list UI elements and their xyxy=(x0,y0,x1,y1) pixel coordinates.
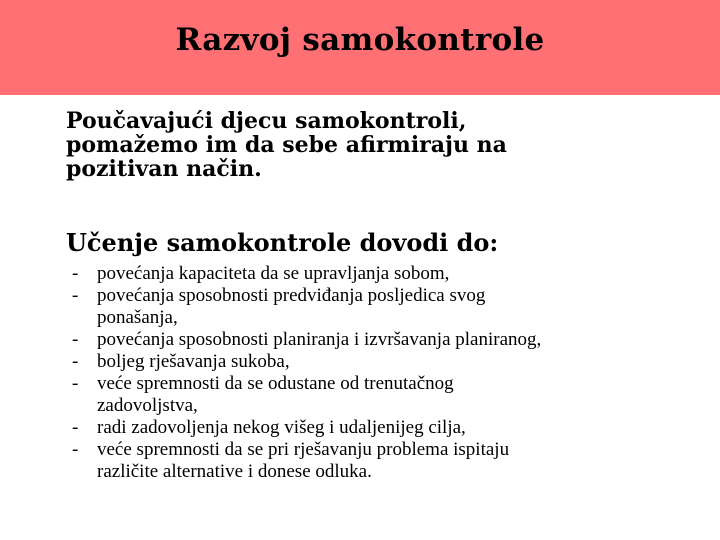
slide-title: Razvoj samokontrole xyxy=(175,22,545,58)
list-item-line: veće spremnosti da se odustane od trenutačnog xyxy=(97,373,454,394)
intro-paragraph xyxy=(66,109,666,181)
bullet-marker: - xyxy=(72,373,79,394)
list-item xyxy=(66,285,696,329)
list-item-line: zadovoljstva, xyxy=(97,395,198,416)
list-item-line: povećanja sposobnosti planiranja i izvršavanja planiranog, xyxy=(97,329,542,350)
bullet-marker: - xyxy=(72,285,79,306)
bullet-marker: - xyxy=(72,351,79,372)
intro-line: pomažemo im da sebe afirmiraju na xyxy=(66,132,507,158)
list-item xyxy=(66,373,696,417)
list-item-line: boljeg rješavanja sukoba, xyxy=(97,351,290,372)
list-item xyxy=(66,329,696,351)
list-item-line: veće spremnosti da se pri rješavanju problema ispitaju xyxy=(97,439,510,460)
list-item-line: povećanja kapaciteta da se upravljanja sobom, xyxy=(97,263,450,284)
list-item-line: radi zadovoljenja nekog višeg i udaljenijeg cilja, xyxy=(97,417,466,438)
bullet-marker: - xyxy=(72,329,79,350)
intro-line: Poučavajući djecu samokontroli, xyxy=(66,108,467,134)
bullet-marker: - xyxy=(72,263,79,284)
benefits-list xyxy=(66,263,696,483)
bullet-marker: - xyxy=(72,417,79,438)
list-item xyxy=(66,417,696,439)
subheading: Učenje samokontrole dovodi do: xyxy=(66,228,499,257)
bullet-marker: - xyxy=(72,439,79,460)
list-item-line: ponašanja, xyxy=(97,307,178,328)
list-item-line: različite alternative i donese odluka. xyxy=(97,461,372,482)
list-item xyxy=(66,439,696,483)
list-item-line: povećanja sposobnosti predviđanja posljedica svog xyxy=(97,285,486,306)
intro-line: pozitivan način. xyxy=(66,156,262,182)
list-item xyxy=(66,351,696,373)
list-item xyxy=(66,263,696,285)
